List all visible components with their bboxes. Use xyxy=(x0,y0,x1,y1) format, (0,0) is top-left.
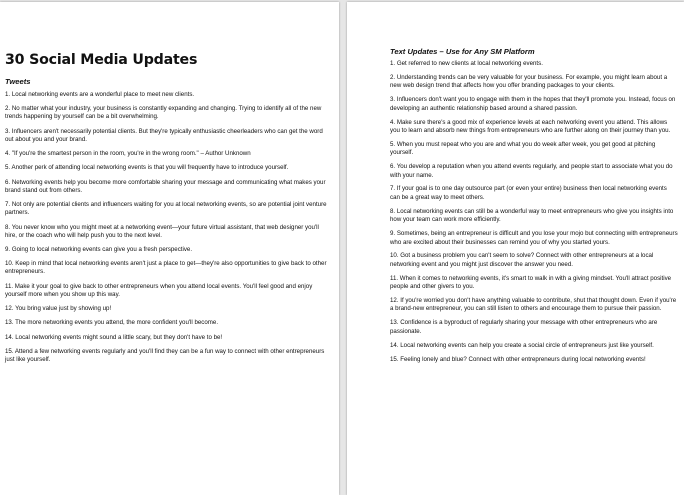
list-item: 1. Local networking events are a wonderful place to meet new clients. xyxy=(5,91,195,98)
section-heading-tweets: Tweets xyxy=(5,77,31,86)
list-item: 8. Local networking events can still be a wonderful way to meet entrepreneurs who give you insights into how your team can work more efficiently. xyxy=(390,207,674,224)
list-item: 6. You develop a reputation when you attend events regularly, and people start to associate what you do with your name. xyxy=(390,163,673,179)
page-content xyxy=(390,47,678,369)
document-title: 30 Social Media Updates xyxy=(5,52,198,68)
page-content xyxy=(5,52,331,370)
list-item: 11. Make it your goal to give back to other entrepreneurs when you attend local events. You'll feel good and enjoy yourself more when you show up this way. xyxy=(5,282,313,298)
list-item: 1. Get referred to new clients at local networking events. xyxy=(390,60,543,67)
list-item: 12. If you're worried you don't have anything valuable to contribute, shut that thought down. Even if you're a brand-new entrepreneur, you can still listen to others and encourage them to pursue their passion. xyxy=(390,297,677,313)
list-item: 15. Attend a few networking events regularly and you'll find they can be a fun way to connect with other entrepreneurs just like yourself. xyxy=(5,347,325,363)
list-item: 13. The more networking events you attend, the more confident you'll become. xyxy=(5,319,219,327)
list-item: 9. Going to local networking events can give you a fresh perspective. xyxy=(5,245,193,253)
list-item: 3. Influencers aren't necessarily potential clients. But they're typically enthusiastic cheerleaders who can get the word out about you and your brand. xyxy=(5,127,323,143)
tweets-list xyxy=(5,91,331,364)
list-item: 2. No matter what your industry, your business is constantly expanding and changing. Trying to identify all of the new trends happening by yourself can be a bit overwhelming. xyxy=(5,105,322,121)
list-item: 6. Networking events help you become more comfortable sharing your message and communicating what makes your brand stand out from others. xyxy=(5,178,326,194)
list-item: 10. Got a business problem you can't seem to solve? Connect with other entrepreneurs at a local networking event and you might just discover the answer you need. xyxy=(390,252,654,268)
list-item: 12. You bring value just by showing up! xyxy=(5,305,112,313)
list-item: 11. When it comes to networking events, it's smart to walk in with a giving mindset. You'll attract positive people and other givers to you. xyxy=(390,274,672,291)
list-item: 2. Understanding trends can be very valuable for your business. For example, you might learn about a new web design trend that affects how you offer branding packages to your clients. xyxy=(390,73,668,90)
list-item: 14. Local networking events might sound a little scary, but they don't have to be! xyxy=(5,333,223,341)
list-item: 7. If your goal is to one day outsource part (or even your entire) business then local networking events can be a great way to meet others. xyxy=(390,185,667,201)
section-heading-text-updates: Text Updates – Use for Any SM Platform xyxy=(390,47,535,56)
list-item: 5. Another perk of attending local networking events is that you will frequently have to introduce yourself. xyxy=(5,164,289,172)
list-item: 4. Make sure there's a good mix of experience levels at each networking event you attend. This allows you to learn and absorb new things from entrepreneurs who are further along on their journey than you. xyxy=(390,118,671,134)
list-item: 5. When you must repeat who you are and what you do week after week, you get good at pitching yourself. xyxy=(390,140,656,157)
list-item: 4. "If you're the smartest person in the room, you're in the wrong room." – Author Unknown xyxy=(5,150,251,158)
text-updates-list xyxy=(390,60,678,364)
list-item: 13. Confidence is a byproduct of regularly sharing your message with other entrepreneurs who are passionate. xyxy=(390,319,658,335)
list-item: 3. Influencers don't want you to engage with them in the hopes that they'll promote you. Instead, focus on developing an authentic relationship based around a shared passion. xyxy=(390,96,676,112)
document-page-right xyxy=(347,2,684,495)
list-item: 9. Sometimes, being an entrepreneur is difficult and you lose your mojo but connecting with entrepreneurs who are excited about their businesses can remind you of why you started yours. xyxy=(390,230,678,246)
list-item: 8. You never know who you might meet at a networking event—your future virtual assistant, that web designer you'll hire, or the coach who will help push you to the next level. xyxy=(5,223,319,239)
list-item: 7. Not only are potential clients and influencers waiting for you at local networking events, so are potential joint venture partners. xyxy=(5,201,327,217)
document-page-left xyxy=(0,2,339,495)
list-item: 15. Feeling lonely and blue? Connect with other entrepreneurs during local networking events! xyxy=(390,355,646,363)
list-item: 10. Keep in mind that local networking events aren't just a place to get—they're also opportunities to give back to other entrepreneurs. xyxy=(5,260,327,276)
list-item: 14. Local networking events can help you create a social circle of entrepreneurs just like yourself. xyxy=(390,341,654,349)
